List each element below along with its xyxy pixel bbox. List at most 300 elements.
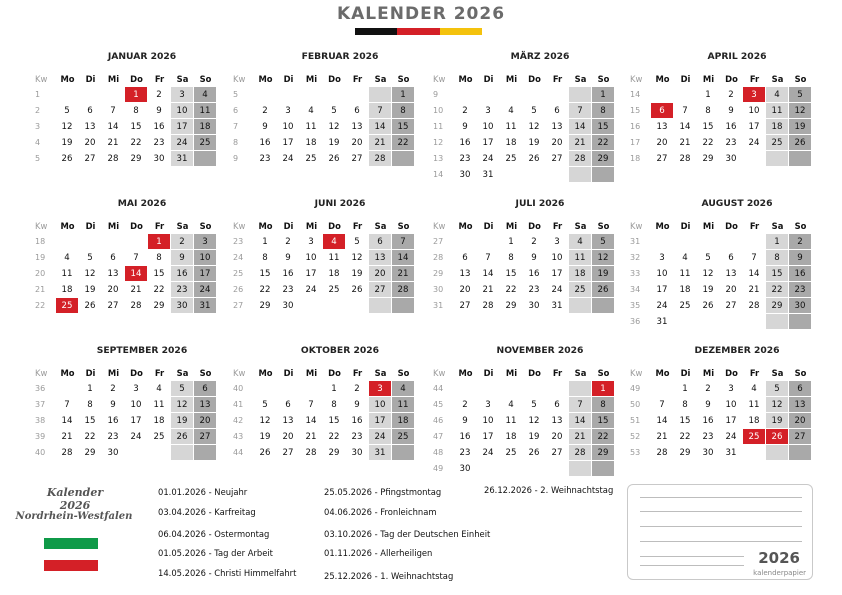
sunday-cell: 8 xyxy=(392,103,415,119)
week-number: 9 xyxy=(433,90,439,99)
day-cell xyxy=(651,381,674,397)
sunday-cell: 3 xyxy=(194,234,217,250)
week-number: 35 xyxy=(630,301,641,310)
day-cell: 13 xyxy=(277,413,300,429)
day-cell: 22 xyxy=(79,429,102,445)
month-name: OKTOBER 2026 xyxy=(300,345,380,356)
month-name: APRIL 2026 xyxy=(707,51,767,62)
day-cell: 18 xyxy=(743,413,766,429)
week-number: 50 xyxy=(630,400,641,409)
weekday-label: Di xyxy=(283,74,294,84)
weekday-label: Di xyxy=(85,221,96,231)
day-cell: 1 xyxy=(323,381,346,397)
day-cell: 14 xyxy=(651,413,674,429)
sunday-cell: 26 xyxy=(592,282,615,298)
weekday-label: So xyxy=(199,74,212,84)
day-cell: 18 xyxy=(56,282,79,298)
day-cell: 2 xyxy=(454,397,477,413)
day-cell: 24 xyxy=(651,298,674,314)
weekday-label: Mo xyxy=(655,221,670,231)
holiday-entry: 01.05.2026 - Tag der Arbeit xyxy=(158,548,273,558)
day-cell: 20 xyxy=(546,135,569,151)
saturday-cell: 21 xyxy=(569,429,592,445)
sunday-cell: 24 xyxy=(194,282,217,298)
day-cell: 22 xyxy=(254,282,277,298)
day-cell: 6 xyxy=(277,397,300,413)
week-number: 4 xyxy=(35,138,41,147)
day-cell xyxy=(523,167,546,183)
sunday-cell xyxy=(789,445,812,461)
week-number: 39 xyxy=(35,432,46,441)
week-row xyxy=(32,119,228,135)
saturday-cell: 21 xyxy=(369,135,392,151)
week-number: 12 xyxy=(433,138,444,147)
day-cell: 17 xyxy=(651,282,674,298)
weekday-header xyxy=(430,71,626,87)
day-cell xyxy=(546,461,569,477)
sunday-cell: 1 xyxy=(592,87,615,103)
week-number: 21 xyxy=(35,285,46,294)
sunday-cell: 25 xyxy=(392,429,415,445)
day-cell: 10 xyxy=(277,119,300,135)
week-number: 15 xyxy=(630,106,641,115)
week-number: 49 xyxy=(630,384,641,393)
day-cell: 30 xyxy=(523,298,546,314)
day-cell: 17 xyxy=(125,413,148,429)
saturday-cell xyxy=(369,298,392,314)
week-number: 41 xyxy=(233,400,244,409)
weekday-label: Mi xyxy=(702,221,715,231)
notes-brand: kalenderpapier xyxy=(753,569,806,577)
week-row xyxy=(32,103,228,119)
weekday-label: So xyxy=(199,368,212,378)
week-number: 31 xyxy=(433,301,444,310)
saturday-cell: 18 xyxy=(569,266,592,282)
day-cell: 27 xyxy=(720,298,743,314)
day-cell: 17 xyxy=(743,119,766,135)
week-row xyxy=(32,429,228,445)
weekday-label: Mo xyxy=(258,368,273,378)
sunday-cell xyxy=(194,445,217,461)
month-block xyxy=(32,344,228,461)
holiday-entry: 06.04.2026 - Ostermontag xyxy=(158,529,270,539)
day-cell: 13 xyxy=(346,119,369,135)
kw-header: Kw xyxy=(433,368,446,378)
day-cell xyxy=(346,87,369,103)
weekday-label: Sa xyxy=(771,368,784,378)
saturday-cell: 7 xyxy=(369,103,392,119)
kw-header: Kw xyxy=(233,368,246,378)
day-cell: 13 xyxy=(546,413,569,429)
day-cell: 25 xyxy=(300,151,323,167)
saturday-cell: 11 xyxy=(766,103,789,119)
day-cell xyxy=(546,381,569,397)
day-cell: 21 xyxy=(300,429,323,445)
day-cell: 4 xyxy=(148,381,171,397)
week-number: 3 xyxy=(35,122,41,131)
month-block xyxy=(627,197,823,330)
day-cell: 20 xyxy=(79,135,102,151)
day-cell xyxy=(546,87,569,103)
day-cell: 16 xyxy=(720,119,743,135)
sunday-cell xyxy=(392,445,415,461)
week-row xyxy=(430,282,626,298)
week-row xyxy=(230,266,426,282)
day-cell: 21 xyxy=(743,282,766,298)
day-cell: 8 xyxy=(500,250,523,266)
month-name: MAI 2026 xyxy=(117,198,167,209)
day-cell: 24 xyxy=(720,429,743,445)
day-cell: 29 xyxy=(254,298,277,314)
week-number: 5 xyxy=(35,154,41,163)
weekday-label: Fr xyxy=(352,74,363,84)
day-cell: 18 xyxy=(500,429,523,445)
day-cell: 10 xyxy=(546,250,569,266)
saturday-cell: 6 xyxy=(369,234,392,250)
day-cell: 19 xyxy=(79,282,102,298)
week-row xyxy=(627,429,823,445)
germany-flag-bar xyxy=(355,28,482,35)
week-number: 18 xyxy=(35,237,46,246)
week-number: 32 xyxy=(630,253,641,262)
sunday-cell: 20 xyxy=(789,413,812,429)
day-cell: 8 xyxy=(254,250,277,266)
weekday-label: Do xyxy=(528,221,541,231)
holiday-day-cell: 1 xyxy=(592,381,615,397)
day-cell: 1 xyxy=(254,234,277,250)
week-number: 28 xyxy=(433,253,444,262)
day-cell: 9 xyxy=(720,103,743,119)
day-cell: 11 xyxy=(674,266,697,282)
day-cell: 18 xyxy=(500,135,523,151)
weekday-label: Mo xyxy=(60,74,75,84)
day-cell: 10 xyxy=(477,119,500,135)
day-cell: 10 xyxy=(651,266,674,282)
weekday-header xyxy=(627,218,823,234)
day-cell xyxy=(743,151,766,167)
saturday-cell: 17 xyxy=(369,413,392,429)
day-cell: 14 xyxy=(674,119,697,135)
day-cell: 31 xyxy=(720,445,743,461)
weekday-label: Di xyxy=(680,74,691,84)
day-cell: 6 xyxy=(546,103,569,119)
weekday-label: Fr xyxy=(552,368,563,378)
day-cell: 28 xyxy=(674,151,697,167)
week-number: 14 xyxy=(630,90,641,99)
kw-header: Kw xyxy=(630,368,643,378)
weekday-label: Mo xyxy=(60,368,75,378)
week-number: 10 xyxy=(433,106,444,115)
weekday-label: Do xyxy=(328,368,341,378)
day-cell: 4 xyxy=(500,397,523,413)
saturday-cell: 16 xyxy=(171,266,194,282)
day-cell xyxy=(523,381,546,397)
saturday-cell: 2 xyxy=(171,234,194,250)
saturday-cell: 9 xyxy=(171,250,194,266)
day-cell: 13 xyxy=(102,266,125,282)
note-line xyxy=(640,497,802,498)
week-row xyxy=(627,381,823,397)
day-cell: 16 xyxy=(454,429,477,445)
day-cell: 26 xyxy=(697,298,720,314)
week-number: 37 xyxy=(35,400,46,409)
week-row xyxy=(32,298,228,314)
weekday-label: So xyxy=(199,221,212,231)
day-cell: 17 xyxy=(477,135,500,151)
week-number: 2 xyxy=(35,106,41,115)
day-cell: 31 xyxy=(546,298,569,314)
day-cell xyxy=(500,87,523,103)
saturday-cell: 26 xyxy=(171,429,194,445)
weekday-label: Fr xyxy=(154,368,165,378)
day-cell: 13 xyxy=(546,119,569,135)
day-cell: 8 xyxy=(323,397,346,413)
week-row xyxy=(430,397,626,413)
weekday-label: Mi xyxy=(505,368,518,378)
week-row xyxy=(627,234,823,250)
day-cell: 28 xyxy=(102,151,125,167)
day-cell: 2 xyxy=(523,234,546,250)
saturday-cell: 14 xyxy=(369,119,392,135)
day-cell xyxy=(697,234,720,250)
week-number: 17 xyxy=(630,138,641,147)
day-cell: 21 xyxy=(125,282,148,298)
weekday-label: Mo xyxy=(458,368,473,378)
day-cell: 29 xyxy=(697,151,720,167)
sunday-cell: 5 xyxy=(592,234,615,250)
week-row xyxy=(230,87,426,103)
day-cell: 8 xyxy=(697,103,720,119)
day-cell: 11 xyxy=(323,250,346,266)
day-cell: 21 xyxy=(651,429,674,445)
week-row xyxy=(230,250,426,266)
day-cell: 23 xyxy=(697,429,720,445)
weekday-label: Fr xyxy=(154,74,165,84)
weekday-header xyxy=(32,218,228,234)
day-cell: 14 xyxy=(56,413,79,429)
day-cell: 30 xyxy=(148,151,171,167)
day-cell xyxy=(743,314,766,330)
day-cell: 3 xyxy=(720,381,743,397)
weekday-label: Fr xyxy=(352,221,363,231)
kw-header: Kw xyxy=(35,368,48,378)
week-row xyxy=(230,445,426,461)
saturday-cell: 3 xyxy=(171,87,194,103)
day-cell: 22 xyxy=(125,135,148,151)
saturday-cell xyxy=(766,445,789,461)
sunday-cell xyxy=(392,151,415,167)
day-cell: 18 xyxy=(674,282,697,298)
weekday-header xyxy=(430,365,626,381)
week-number: 27 xyxy=(233,301,244,310)
week-number: 47 xyxy=(433,432,444,441)
sunday-cell xyxy=(789,314,812,330)
day-cell: 12 xyxy=(697,266,720,282)
month-block xyxy=(627,50,823,167)
day-cell: 2 xyxy=(277,234,300,250)
week-row xyxy=(627,282,823,298)
sunday-cell: 18 xyxy=(194,119,217,135)
day-cell: 9 xyxy=(102,397,125,413)
saturday-cell: 24 xyxy=(369,429,392,445)
day-cell: 19 xyxy=(346,266,369,282)
day-cell: 2 xyxy=(102,381,125,397)
day-cell: 14 xyxy=(477,266,500,282)
weekday-header xyxy=(32,71,228,87)
day-cell: 13 xyxy=(720,266,743,282)
day-cell: 3 xyxy=(300,234,323,250)
weekday-label: Sa xyxy=(574,221,587,231)
day-cell: 20 xyxy=(346,135,369,151)
day-cell: 15 xyxy=(500,266,523,282)
day-cell: 22 xyxy=(148,282,171,298)
day-cell xyxy=(454,381,477,397)
day-cell: 5 xyxy=(79,250,102,266)
day-cell: 14 xyxy=(743,266,766,282)
week-number: 26 xyxy=(233,285,244,294)
week-row xyxy=(230,413,426,429)
week-row xyxy=(430,298,626,314)
week-row xyxy=(627,445,823,461)
day-cell: 20 xyxy=(102,282,125,298)
day-cell: 8 xyxy=(148,250,171,266)
holiday-entry: 01.11.2026 - Allerheiligen xyxy=(324,548,433,558)
weekday-label: Do xyxy=(328,74,341,84)
saturday-cell: 28 xyxy=(569,151,592,167)
day-cell: 17 xyxy=(720,413,743,429)
day-cell: 27 xyxy=(346,151,369,167)
notes-box xyxy=(627,484,813,580)
weekday-header xyxy=(230,218,426,234)
sunday-cell: 19 xyxy=(789,119,812,135)
saturday-cell: 21 xyxy=(569,135,592,151)
holiday-day-cell: 25 xyxy=(743,429,766,445)
week-number: 40 xyxy=(35,448,46,457)
day-cell: 16 xyxy=(277,266,300,282)
notes-year: 2026 xyxy=(758,549,800,567)
week-row xyxy=(230,103,426,119)
week-number: 8 xyxy=(233,138,239,147)
day-cell: 20 xyxy=(454,282,477,298)
day-cell: 30 xyxy=(454,461,477,477)
week-number: 38 xyxy=(35,416,46,425)
week-number: 53 xyxy=(630,448,641,457)
day-cell: 15 xyxy=(697,119,720,135)
week-number: 18 xyxy=(630,154,641,163)
weekday-label: Mi xyxy=(305,368,318,378)
day-cell: 27 xyxy=(79,151,102,167)
weekday-label: So xyxy=(597,368,610,378)
holiday-day-cell: 3 xyxy=(369,381,392,397)
day-cell xyxy=(300,298,323,314)
day-cell: 16 xyxy=(697,413,720,429)
day-cell: 7 xyxy=(102,103,125,119)
week-number: 7 xyxy=(233,122,239,131)
nrw-flag-red xyxy=(44,560,98,571)
saturday-cell: 13 xyxy=(369,250,392,266)
day-cell: 19 xyxy=(56,135,79,151)
weekday-label: Do xyxy=(725,221,738,231)
sunday-cell: 10 xyxy=(194,250,217,266)
weekday-label: So xyxy=(794,221,807,231)
sunday-cell: 27 xyxy=(194,429,217,445)
week-number: 34 xyxy=(630,285,641,294)
weekday-label: Sa xyxy=(374,74,387,84)
day-cell: 11 xyxy=(300,119,323,135)
month-name: SEPTEMBER 2026 xyxy=(96,345,188,356)
day-cell: 23 xyxy=(148,135,171,151)
week-number: 1 xyxy=(35,90,41,99)
weekday-label: Sa xyxy=(374,368,387,378)
sunday-cell: 22 xyxy=(592,135,615,151)
week-row xyxy=(430,87,626,103)
holiday-day-cell: 26 xyxy=(766,429,789,445)
week-row xyxy=(230,234,426,250)
month-name: NOVEMBER 2026 xyxy=(496,345,584,356)
day-cell: 7 xyxy=(674,103,697,119)
day-cell: 25 xyxy=(148,429,171,445)
sunday-cell xyxy=(592,298,615,314)
day-cell: 28 xyxy=(743,298,766,314)
sunday-cell: 31 xyxy=(194,298,217,314)
weekday-label: Di xyxy=(85,74,96,84)
weekday-header xyxy=(430,218,626,234)
day-cell xyxy=(500,461,523,477)
day-cell: 19 xyxy=(523,429,546,445)
day-cell: 9 xyxy=(697,397,720,413)
note-line xyxy=(640,565,744,566)
week-number: 25 xyxy=(233,269,244,278)
day-cell: 28 xyxy=(477,298,500,314)
note-line xyxy=(640,511,802,512)
day-cell: 27 xyxy=(102,298,125,314)
day-cell xyxy=(300,87,323,103)
week-row xyxy=(430,461,626,477)
holiday-entry: 03.10.2026 - Tag der Deutschen Einheit xyxy=(324,529,491,539)
weekday-label: So xyxy=(597,221,610,231)
day-cell xyxy=(523,87,546,103)
day-cell: 29 xyxy=(674,445,697,461)
day-cell: 30 xyxy=(697,445,720,461)
day-cell: 11 xyxy=(56,266,79,282)
day-cell: 28 xyxy=(56,445,79,461)
week-number: 43 xyxy=(233,432,244,441)
day-cell: 29 xyxy=(79,445,102,461)
month-name: JULI 2026 xyxy=(515,198,565,209)
day-cell: 17 xyxy=(477,429,500,445)
day-cell xyxy=(125,234,148,250)
week-number: 46 xyxy=(433,416,444,425)
sunday-cell: 16 xyxy=(789,266,812,282)
state-calendar-title: Kalender 2026 xyxy=(46,486,104,512)
weekday-label: Sa xyxy=(176,368,189,378)
week-number: 40 xyxy=(233,384,244,393)
day-cell: 26 xyxy=(523,445,546,461)
weekday-header xyxy=(32,365,228,381)
day-cell: 24 xyxy=(477,151,500,167)
kw-header: Kw xyxy=(433,74,446,84)
saturday-cell xyxy=(766,151,789,167)
weekday-label: Di xyxy=(483,368,494,378)
day-cell: 3 xyxy=(651,250,674,266)
day-cell: 30 xyxy=(346,445,369,461)
weekday-label: So xyxy=(397,74,410,84)
day-cell: 9 xyxy=(277,250,300,266)
saturday-cell: 18 xyxy=(766,119,789,135)
week-row xyxy=(430,119,626,135)
day-cell: 17 xyxy=(300,266,323,282)
day-cell: 23 xyxy=(454,151,477,167)
